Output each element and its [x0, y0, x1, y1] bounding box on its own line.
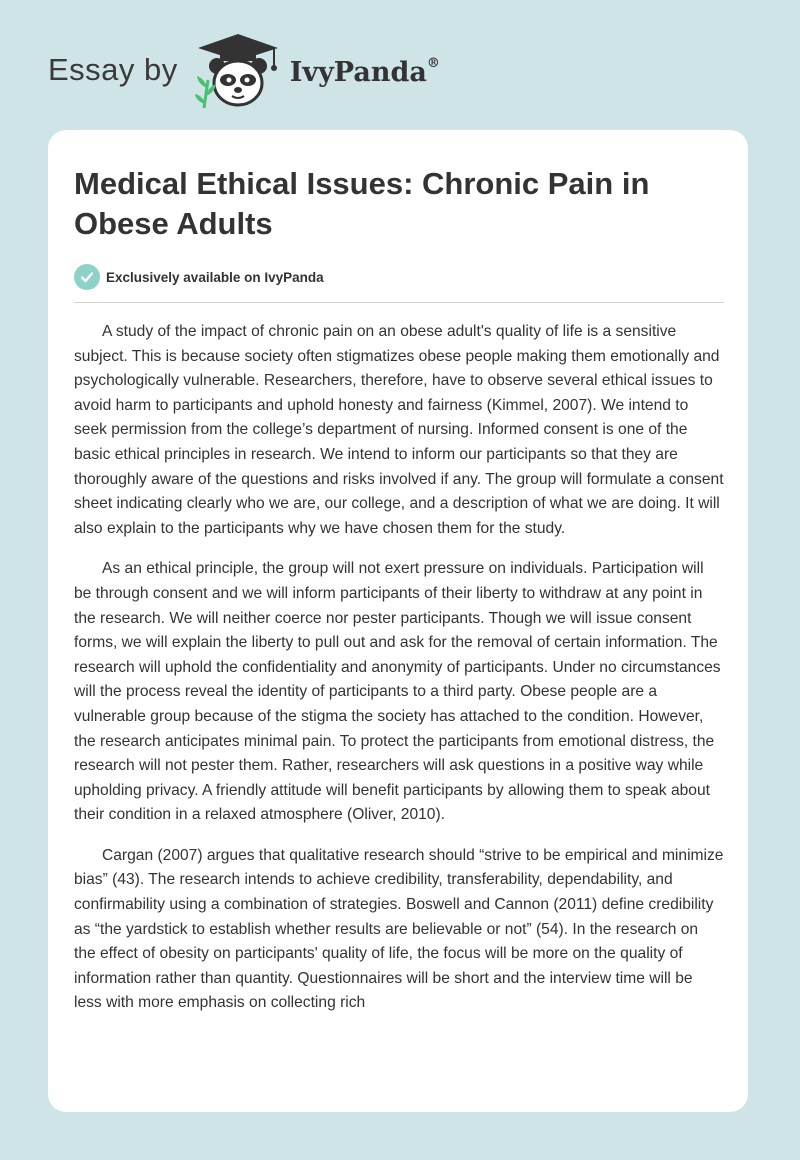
registered-mark: ®	[426, 55, 440, 71]
divider	[74, 302, 724, 303]
essay-card	[48, 130, 748, 1112]
paragraph: A study of the impact of chronic pain on an obese adult's quality of life is a sensitive subject. This is because society often stigmatizes obese people making them emotionally and psychologically vulnerable. Researchers, therefore, have to observe several ethical issues to avoid harm to participants and uphold honesty and fairness (Kimmel, 2007). We intend to seek permission from the college’s department of nursing. Informed consent is one of the basic ethical principles in research. We intend to inform our participants so that they are thoroughly aware of the questions and risks involved if any. The group will formulate a consent sheet indicating clearly who we are, our college, and a description of what we are doing. It will also explain to the participants why we have chosen them for the study.	[74, 323, 724, 537]
brand-name[interactable]: IvyPanda®	[289, 55, 440, 88]
panda-logo-icon	[194, 30, 282, 110]
essay-by-label: Essay by	[48, 52, 178, 87]
exclusive-label: Exclusively available on IvyPanda	[106, 269, 324, 285]
essay-title: Medical Ethical Issues: Chronic Pain in Obese Adults	[74, 166, 650, 241]
exclusive-badge	[74, 264, 324, 290]
paragraph: Cargan (2007) argues that qualitative research should “strive to be empirical and minimize bias” (43). The research intends to achieve credibility, transferability, dependability, and confirmability using a combination of strategies. Boswell and Cannon (2011) define credibility as “the yardstick to establish whether results are believable or not” (54). In the research on the effect of obesity on participants' quality of life, the focus will be more on the quality of information rather than quantity. Questionnaires will be short and the interview time will be less with more emphasis on collecting rich	[74, 846, 724, 1012]
essay-body	[74, 320, 724, 1080]
paragraph: As an ethical principle, the group will not exert pressure on individuals. Participation will be through consent and we will inform participants of their liberty to withdraw at any point in the research. We will neither coerce nor pester participants. Though we will issue consent forms, we will explain the liberty to pull out and ask for the removal of certain information. The research will uphold the confidentiality and anonymity of participants. Under no circumstances will the process reveal the identity of participants to a third party. Obese people are a vulnerable group because of the stigma the society has attached to the condition. However, the research anticipates minimal pain. To protect the participants from emotional distress, the research will not pester them. Rather, researchers will ask questions in a positive way while upholding privacy. A friendly attitude will benefit participants by allowing them to speak about their condition in a relaxed atmosphere (Oliver, 2010).	[74, 560, 721, 824]
site-header	[48, 30, 748, 110]
check-circle-icon	[74, 264, 100, 290]
